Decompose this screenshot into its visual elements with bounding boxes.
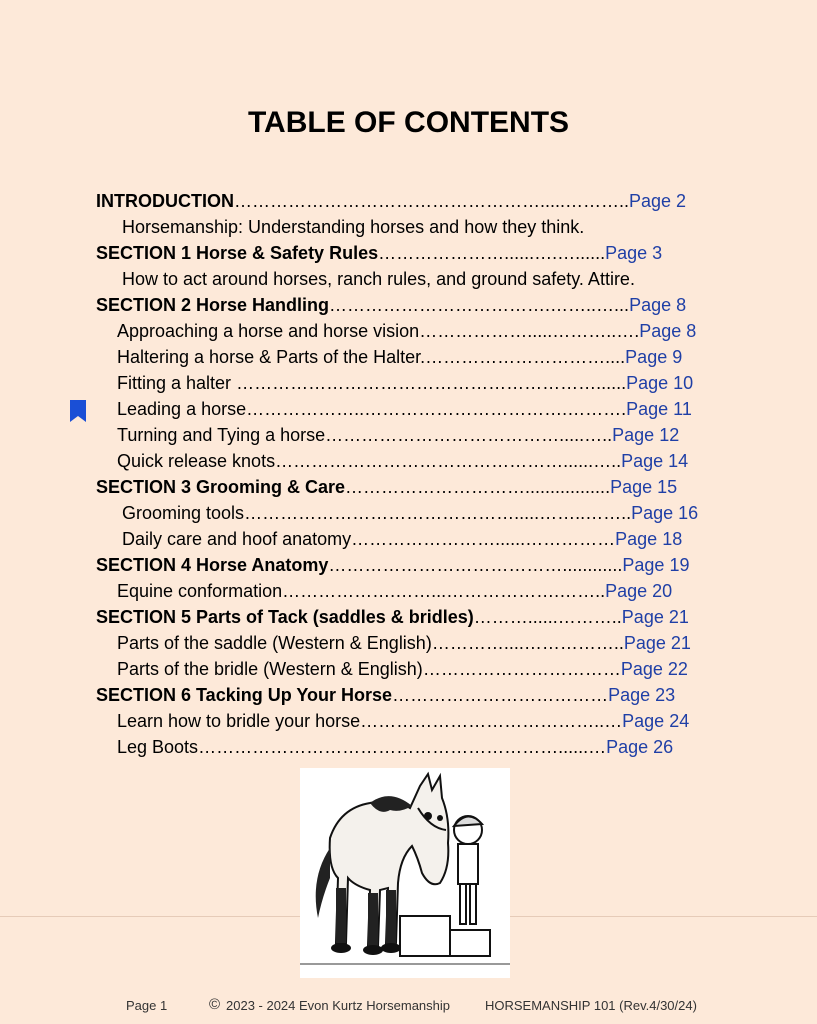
toc-entry-section-5[interactable]: SECTION 5 Parts of Tack (saddles & bridles)………......………..Page 21 xyxy=(96,607,689,627)
page-link[interactable]: Page 24 xyxy=(622,711,690,731)
toc-entry[interactable]: Daily care and hoof anatomy……………………......……………Page 18 xyxy=(122,529,683,549)
toc-entry[interactable]: Parts of the bridle (Western & English)……………………………Page 22 xyxy=(117,659,688,679)
page-link[interactable]: Page 16 xyxy=(631,503,699,523)
page-link[interactable]: Page 21 xyxy=(623,633,691,653)
page-link[interactable]: Page 19 xyxy=(622,555,690,575)
toc-entry[interactable]: Leg Boots……………………………………………………......…Page 26 xyxy=(117,737,674,757)
toc-entry[interactable]: Quick release knots…………………………………………......…..Page 14 xyxy=(117,451,689,471)
page-link[interactable]: Page 22 xyxy=(620,659,688,679)
page-link[interactable]: Page 23 xyxy=(608,685,676,705)
page-link[interactable]: Page 21 xyxy=(621,607,689,627)
toc-description: Horsemanship: Understanding horses and how they think. xyxy=(122,217,585,237)
copyright-symbol: © xyxy=(209,996,221,1013)
toc-entry[interactable]: Learn how to bridle your horse…………………………………..…Page 24 xyxy=(117,711,690,731)
page-link[interactable]: Page 11 xyxy=(626,399,692,419)
page-link[interactable]: Page 8 xyxy=(629,295,687,315)
page-link[interactable]: Page 18 xyxy=(615,529,683,549)
toc-entry[interactable]: Grooming tools……………………………………….....……..……..Page 16 xyxy=(122,503,699,523)
toc-entry-introduction[interactable]: INTRODUCTION…………………………………………….....………..Page 2 xyxy=(96,191,687,211)
footer-document-title: HORSEMANSHIP 101 (Rev.4/30/24) xyxy=(485,998,697,1013)
toc-entry[interactable]: Fitting a halter ……………………………………………………......Page 10 xyxy=(117,373,694,393)
toc-entry[interactable]: Turning and Tying a horse………………………………….....…..Page 12 xyxy=(117,425,680,445)
page-link[interactable]: Page 3 xyxy=(605,243,663,263)
toc-entry[interactable]: Approaching a horse and horse vision……………….....………..….Page 8 xyxy=(117,321,697,341)
page-link[interactable]: Page 9 xyxy=(625,347,683,367)
toc-entry[interactable]: Parts of the saddle (Western & English)…………....……………..Page 21 xyxy=(117,633,691,653)
toc-entry[interactable]: Equine conformation……………….……...……………….……..Page 20 xyxy=(117,581,673,601)
toc-description: How to act around horses, ranch rules, and ground safety. Attire. xyxy=(122,269,635,289)
page-link[interactable]: Page 20 xyxy=(605,581,673,601)
page-link[interactable]: Page 26 xyxy=(606,737,674,757)
footer-copyright: 2023 - 2024 Evon Kurtz Horsemanship xyxy=(226,998,451,1013)
toc-entry[interactable]: Haltering a horse & Parts of the Halter.…………………………....Page 9 xyxy=(117,347,683,367)
page-link[interactable]: Page 10 xyxy=(626,373,694,393)
horse-and-child-illustration xyxy=(300,768,510,978)
toc-entry[interactable]: Leading a horse………………..…………………………….……….Page 11 xyxy=(117,399,692,419)
toc-entry-section-1[interactable]: SECTION 1 Horse & Safety Rules…………………......….…......Page 3 xyxy=(96,243,663,263)
toc-entry-section-6[interactable]: SECTION 6 Tacking Up Your Horse………………………………Page 23 xyxy=(96,685,676,705)
page-link[interactable]: Page 15 xyxy=(610,477,678,497)
page-link[interactable]: Page 14 xyxy=(621,451,689,471)
page-link[interactable]: Page 12 xyxy=(612,425,680,445)
bookmark-icon[interactable] xyxy=(69,399,87,423)
toc-entry-section-3[interactable]: SECTION 3 Grooming & Care………………………….................Page 15 xyxy=(96,477,678,497)
toc-entry-section-4[interactable]: SECTION 4 Horse Anatomy…………………………………............Page 19 xyxy=(96,555,690,575)
toc-entry-section-2[interactable]: SECTION 2 Horse Handling……………………………….……..…...Page 8 xyxy=(96,295,687,315)
page-link[interactable]: Page 2 xyxy=(629,191,687,211)
page-link[interactable]: Page 8 xyxy=(639,321,697,341)
footer-page-number: Page 1 xyxy=(126,998,168,1013)
page-title: TABLE OF CONTENTS xyxy=(247,106,570,139)
